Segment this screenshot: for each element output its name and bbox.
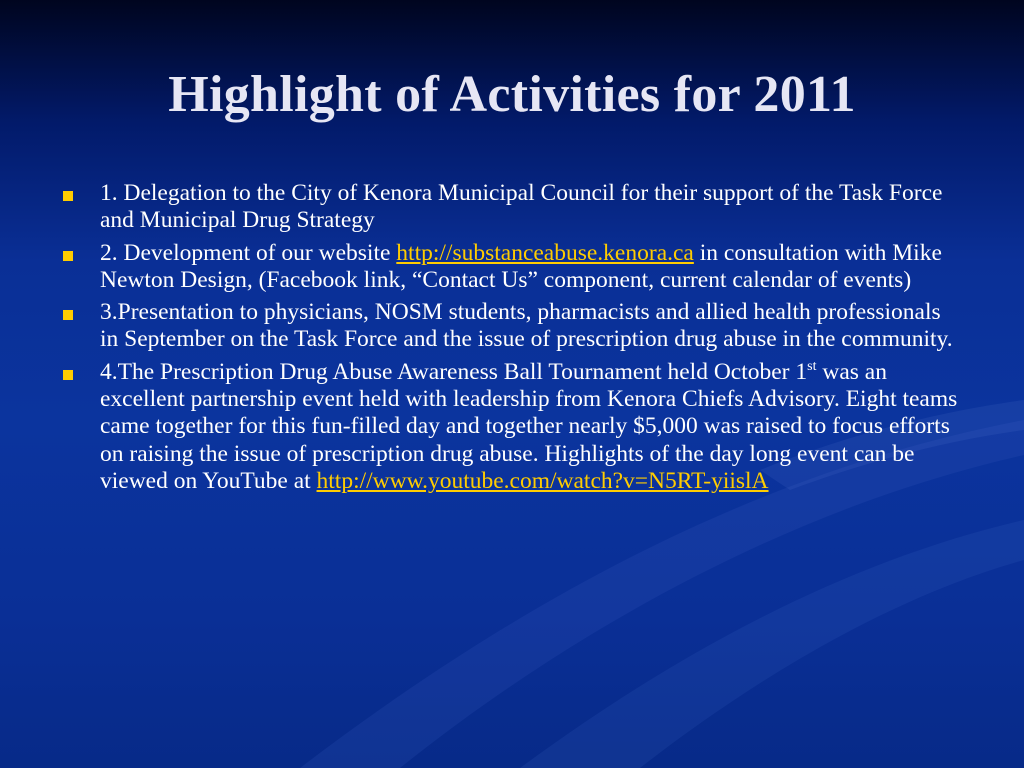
bullet-text: 4.The Prescription Drug Abuse Awareness Ball Tournament held October 1: [100, 358, 808, 385]
bullet-list: [60, 180, 960, 500]
bullet-text: 1. Delegation to the City of Kenora Municipal Council for their support of the Task Force and Municipal Drug Strategy: [100, 180, 943, 234]
slide-title: Highlight of Activities for 2011: [168, 66, 856, 123]
square-bullet-icon: [63, 310, 73, 320]
bullet-text: in consultation with Mike Newton Design, (Facebook link, “Contact Us” component, current calendar of events): [100, 239, 942, 293]
bullet-item-3: [60, 299, 960, 354]
bullet-item-1: [60, 180, 960, 235]
square-bullet-icon: [63, 251, 73, 261]
bullet-text: 2. Development of our website: [100, 239, 397, 266]
website-link[interactable]: http://substanceabuse.kenora.ca: [396, 239, 694, 266]
bullet-text: 3.Presentation to physicians, NOSM students, pharmacists and allied health professionals in September on the Task Force and the issue of prescription drug abuse in the community.: [100, 299, 953, 353]
square-bullet-icon: [63, 191, 73, 201]
bullet-item-4: [60, 359, 960, 495]
bullet-item-2: [60, 240, 960, 295]
ordinal-superscript: st: [807, 358, 817, 374]
square-bullet-icon: [63, 370, 73, 380]
youtube-link[interactable]: http://www.youtube.com/watch?v=N5RT-yiislA: [316, 467, 769, 494]
bullet-text: was an excellent partnership event held with leadership from Kenora Chiefs Advisory. Eight teams came together for this fun-filled day and together nearly $5,000 was raised to focus efforts on raising the issue of prescription drug abuse. Highlights of the day long event can be viewed on YouTube at: [100, 358, 958, 494]
